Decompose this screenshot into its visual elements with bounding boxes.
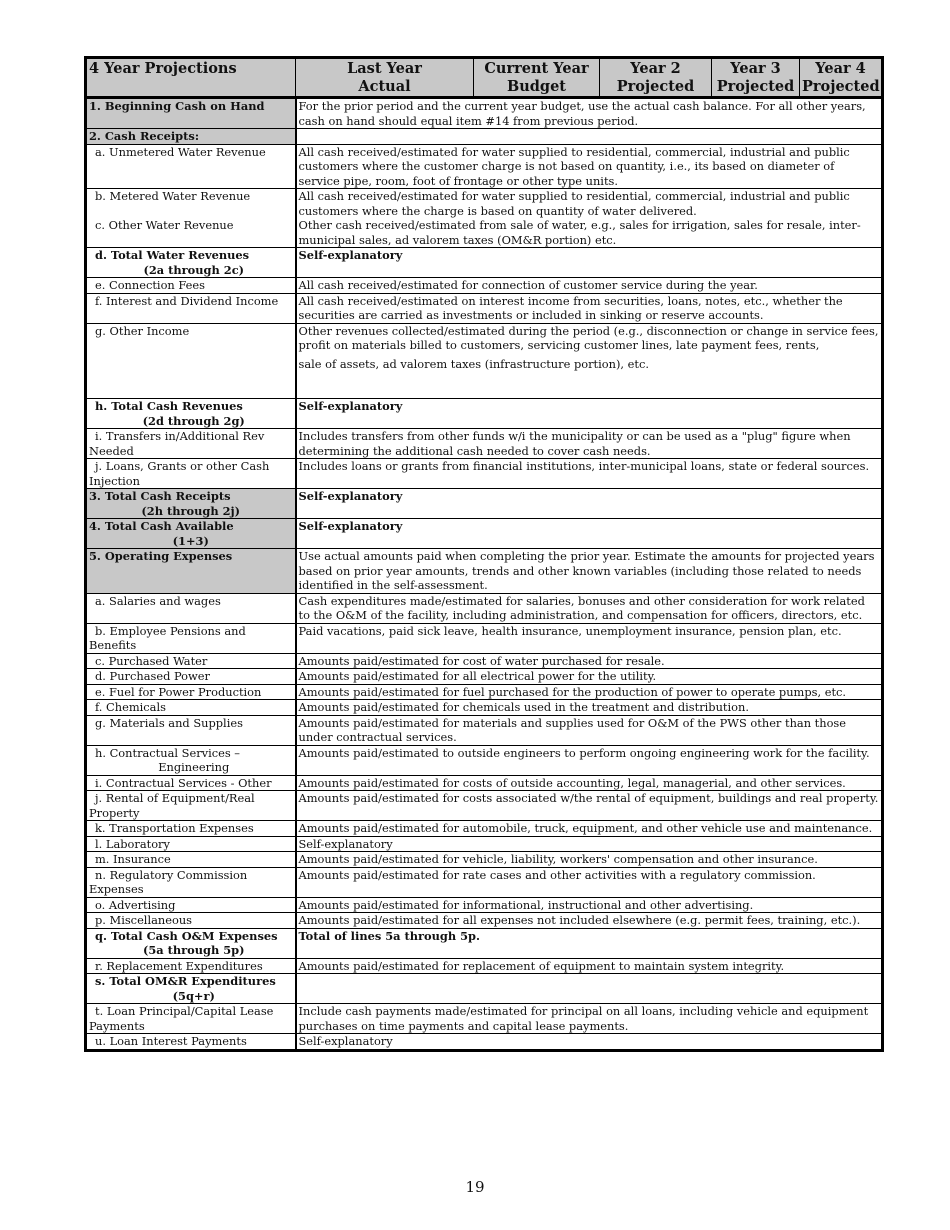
row-label-text: 4. Total Cash Available: [89, 519, 234, 533]
row-description: [296, 98, 883, 129]
row-label: [86, 593, 296, 623]
row-label-text: a. Unmetered Water Revenue: [95, 144, 266, 159]
table-row: [86, 399, 883, 429]
row-description: [296, 459, 883, 489]
table-row: [86, 519, 883, 549]
row-description-text: Use actual amounts paid when completing the prior year. Estimate the amounts for projected years based on prior year amounts, trends and other known variables (including those related to needs identified in the self-assessment.: [298, 549, 875, 592]
row-label-text-2: (2d through 2g): [142, 413, 245, 428]
header-year3-projected: Year 3 Projected: [712, 58, 800, 98]
header-current-year-budget: Current Year Budget: [474, 58, 600, 98]
row-label-text: e. Fuel for Power Production: [95, 684, 262, 699]
row-description: [296, 248, 883, 278]
row-description: [296, 700, 883, 716]
table-body: [86, 98, 883, 1051]
row-label-text: b. Metered Water Revenue: [95, 189, 251, 203]
row-description: [296, 593, 883, 623]
row-label-text: f. Interest and Dividend Income: [95, 293, 279, 308]
header-year2-projected: Year 2 Projected: [600, 58, 712, 98]
table-row: [86, 821, 883, 837]
row-description-text-2: Other cash received/estimated from sale of water, e.g., sales for irrigation, sales for resale, inter- municipal sales, ad valorem taxes (OM&R portion) etc.: [298, 218, 861, 247]
row-label-text: 1. Beginning Cash on Hand: [89, 99, 265, 113]
row-description: [296, 897, 883, 913]
row-description: [296, 144, 883, 189]
row-label-text: i. Contractual Services - Other: [95, 775, 272, 790]
row-label-text: g. Materials and Supplies: [95, 715, 243, 730]
row-description-text: Amounts paid/estimated for informational, instructional and other advertising.: [298, 897, 754, 912]
table-row: [86, 669, 883, 685]
row-description-text: Includes loans or grants from financial institutions, inter-municipal loans, state or federal sources.: [298, 459, 870, 473]
row-label: [86, 653, 296, 669]
row-description-text: Amounts paid/estimated for chemicals used in the treatment and distribution.: [298, 700, 749, 714]
row-label-text: 5. Operating Expenses: [89, 549, 233, 563]
table-row: [86, 852, 883, 868]
row-label: [86, 549, 296, 594]
row-description: [296, 653, 883, 669]
row-label: [86, 623, 296, 653]
table-row: [86, 129, 883, 145]
row-label-text: m. Insurance: [95, 852, 171, 866]
row-description-text: Self-explanatory: [298, 399, 403, 413]
row-label-text: b. Employee Pensions and Benefits: [89, 623, 246, 652]
row-label: [86, 745, 296, 775]
row-description-text: For the prior period and the current year budget, use the actual cash balance. For all other years, cash on hand should equal item #14 from previous period.: [298, 99, 866, 128]
table-row: [86, 489, 883, 519]
page-number: 19: [465, 1178, 485, 1196]
row-description-text: Amounts paid/estimated for replacement of equipment to maintain system integrity.: [298, 958, 785, 973]
table-row: [86, 745, 883, 775]
row-label-text: j. Rental of Equipment/Real Property: [89, 791, 255, 820]
row-description: [296, 623, 883, 653]
row-description-text: Includes transfers from other funds w/i the municipality or can be used as a "plug" figure when determining the additional cash needed to cover cash needs.: [298, 429, 851, 458]
row-label-text: a. Salaries and wages: [95, 593, 221, 608]
row-label: [86, 278, 296, 294]
row-label-text: h. Total Cash Revenues: [95, 399, 243, 413]
table-row: [86, 913, 883, 929]
row-description: [296, 928, 883, 958]
table-row: [86, 189, 883, 248]
table-row: [86, 623, 883, 653]
row-label-text: q. Total Cash O&M Expenses: [95, 928, 278, 943]
table-row: [86, 958, 883, 974]
row-description: [296, 821, 883, 837]
row-description: [296, 429, 883, 459]
row-description: [296, 129, 883, 145]
row-label: [86, 974, 296, 1004]
table-row: [86, 1004, 883, 1034]
row-description: [296, 278, 883, 294]
row-description: [296, 791, 883, 821]
row-label: [86, 189, 296, 248]
table-row: [86, 653, 883, 669]
row-description-text: Self-explanatory: [298, 519, 403, 533]
table-row: [86, 928, 883, 958]
row-label-text: c. Purchased Water: [95, 653, 208, 668]
row-description-text: Amounts paid/estimated for all electrical power for the utility.: [298, 669, 657, 683]
table-row: [86, 293, 883, 323]
row-label-text: 3. Total Cash Receipts: [89, 489, 231, 503]
row-description: [296, 775, 883, 791]
row-label: [86, 519, 296, 549]
row-label: [86, 775, 296, 791]
row-description-text: Self-explanatory: [298, 489, 403, 503]
header-year4-projected: Year 4 Projected: [800, 58, 883, 98]
table-row: [86, 897, 883, 913]
row-description: [296, 669, 883, 685]
row-description: [296, 715, 883, 745]
row-description-text: Amounts paid/estimated for vehicle, liability, workers' compensation and other insurance.: [298, 852, 818, 866]
table-row: [86, 144, 883, 189]
row-label: [86, 293, 296, 323]
row-label-text: 2. Cash Receipts:: [89, 129, 200, 143]
row-description-text: Amounts paid/estimated for costs of outside accounting, legal, managerial, and other services.: [298, 775, 846, 790]
row-description-text: All cash received/estimated for water supplied to residential, commercial, industrial and public customers where the charge is based on quantity of water delivered.: [298, 189, 850, 218]
row-label-text: u. Loan Interest Payments: [95, 1034, 247, 1048]
row-description-text: Self-explanatory: [298, 248, 403, 262]
row-description-text: Amounts paid/estimated for fuel purchased for the production of power to operate pumps, etc.: [298, 684, 847, 699]
row-label-text-2: (5a through 5p): [142, 943, 245, 957]
table-row: [86, 549, 883, 594]
row-description: [296, 549, 883, 594]
row-label: [86, 1034, 296, 1051]
row-label-text: r. Replacement Expenditures: [95, 958, 263, 973]
table-row: [86, 593, 883, 623]
row-label-text: p. Miscellaneous: [95, 913, 192, 927]
row-label: [86, 459, 296, 489]
row-description: [296, 974, 883, 1004]
row-description-text: Amounts paid/estimated for materials and supplies used for O&M of the PWS other than those under contractual services.: [298, 715, 847, 744]
row-description-text: All cash received/estimated for water supplied to residential, commercial, industrial and public customers where the customer charge is not based on quantity, i.e., its based on diameter of service pipe, room, foot of frontage or other type units.: [298, 144, 850, 188]
row-description-text: All cash received/estimated for connection of customer service during the year.: [298, 278, 758, 292]
row-label-text: f. Chemicals: [95, 700, 166, 714]
row-description: [296, 489, 883, 519]
header-title: 4 Year Projections: [86, 58, 296, 98]
row-label: [86, 129, 296, 145]
row-label: [86, 399, 296, 429]
table-row: [86, 836, 883, 852]
row-description: [296, 323, 883, 399]
row-description: [296, 1004, 883, 1034]
row-label: [86, 867, 296, 897]
row-description: [296, 836, 883, 852]
table-row: [86, 429, 883, 459]
table-row: [86, 700, 883, 716]
row-description: [296, 913, 883, 929]
row-label-text-2: (2h through 2j): [141, 503, 241, 518]
row-description-text: Amounts paid/estimated to outside engineers to perform ongoing engineering work for the facility.: [298, 745, 870, 760]
table-row: [86, 867, 883, 897]
row-label: [86, 821, 296, 837]
row-description-text: Self-explanatory: [298, 1034, 393, 1048]
row-label-text: k. Transportation Expenses: [95, 821, 254, 835]
row-label: [86, 248, 296, 278]
row-label: [86, 715, 296, 745]
row-description-text: Amounts paid/estimated for cost of water purchased for resale.: [298, 653, 665, 668]
row-description-text: Self-explanatory: [298, 836, 393, 851]
row-label: [86, 897, 296, 913]
row-label-text-2: (1+3): [172, 533, 209, 548]
row-label: [86, 489, 296, 519]
row-label-text: i. Transfers in/Additional Rev Needed: [89, 429, 265, 458]
row-description: [296, 958, 883, 974]
row-label: [86, 98, 296, 129]
row-description: [296, 852, 883, 868]
row-label: [86, 684, 296, 700]
table-row: [86, 974, 883, 1004]
row-label-text-2: Engineering: [158, 760, 230, 774]
table-row: [86, 715, 883, 745]
table-row: [86, 791, 883, 821]
row-description-text-2: sale of assets, ad valorem taxes (infrastructure portion), etc.: [298, 356, 649, 371]
row-label-text: o. Advertising: [95, 897, 176, 912]
table-row: [86, 1034, 883, 1051]
row-description-text: Amounts paid/estimated for rate cases and other activities with a regulatory commission.: [298, 867, 816, 882]
row-label: [86, 958, 296, 974]
row-description-text: Amounts paid/estimated for automobile, truck, equipment, and other vehicle use and maintenance.: [298, 821, 873, 835]
row-label: [86, 144, 296, 189]
row-label: [86, 669, 296, 685]
row-label: [86, 429, 296, 459]
row-description: [296, 1034, 883, 1051]
row-description-text: Amounts paid/estimated for costs associated w/the rental of equipment, buildings and real property.: [298, 791, 879, 805]
row-description: [296, 867, 883, 897]
row-description: [296, 519, 883, 549]
row-label-text-2: (5q+r): [172, 988, 215, 1003]
row-label-text: s. Total OM&R Expenditures: [95, 974, 276, 988]
table-row: [86, 684, 883, 700]
row-description: [296, 399, 883, 429]
row-description: [296, 745, 883, 775]
row-description-text: Include cash payments made/estimated for principal on all loans, including vehicle and equipment purchases on time payments and capital lease payments.: [298, 1004, 869, 1033]
row-description-text: Total of lines 5a through 5p.: [298, 928, 480, 943]
row-label-text: j. Loans, Grants or other Cash Injection: [89, 459, 270, 488]
row-label-text-2: (2a through 2c): [143, 262, 245, 277]
table-row: [86, 323, 883, 399]
row-label: [86, 1004, 296, 1034]
table-row: [86, 775, 883, 791]
header-row: [86, 58, 883, 98]
row-label-text: n. Regulatory Commission Expenses: [89, 867, 248, 896]
row-label: [86, 323, 296, 399]
row-label-text: h. Contractual Services –: [95, 745, 240, 760]
row-label: [86, 852, 296, 868]
table-row: [86, 459, 883, 489]
row-label-text: l. Laboratory: [95, 836, 170, 851]
row-label-text: g. Other Income: [95, 323, 190, 338]
row-label-text: d. Total Water Revenues: [95, 248, 250, 262]
table-row: [86, 248, 883, 278]
table-row: [86, 98, 883, 129]
row-label: [86, 913, 296, 929]
header-last-year-actual: Last Year Actual: [296, 58, 474, 98]
row-description: [296, 684, 883, 700]
row-label: [86, 700, 296, 716]
projections-table: [84, 56, 884, 1052]
row-description-text: Other revenues collected/estimated during the period (e.g., disconnection or change in service fees, profit on materials billed to customers, servicing customer lines, late payment fees, rents,: [298, 323, 879, 352]
row-label-text-2: c. Other Water Revenue: [95, 217, 234, 232]
row-label-text: t. Loan Principal/Capital Lease Payments: [89, 1004, 274, 1033]
row-description-text: All cash received/estimated on interest income from securities, loans, notes, etc., whether the securities are carried as investments or included in sinking or reserve accounts.: [298, 293, 843, 322]
row-label: [86, 836, 296, 852]
row-label: [86, 928, 296, 958]
row-description: [296, 293, 883, 323]
row-description-text: Cash expenditures made/estimated for salaries, bonuses and other consideration for work related to the O&M of the facility, including administration, and compensation for officers, directors, etc.: [298, 593, 865, 622]
row-description-text: Amounts paid/estimated for all expenses not included elsewhere (e.g. permit fees, training, etc.).: [298, 913, 861, 927]
row-label: [86, 791, 296, 821]
row-label-text: d. Purchased Power: [95, 669, 210, 683]
row-description: [296, 189, 883, 248]
row-description-text: Paid vacations, paid sick leave, health insurance, unemployment insurance, pension plan, etc.: [298, 623, 842, 638]
table-row: [86, 278, 883, 294]
row-label-text: e. Connection Fees: [95, 278, 205, 292]
